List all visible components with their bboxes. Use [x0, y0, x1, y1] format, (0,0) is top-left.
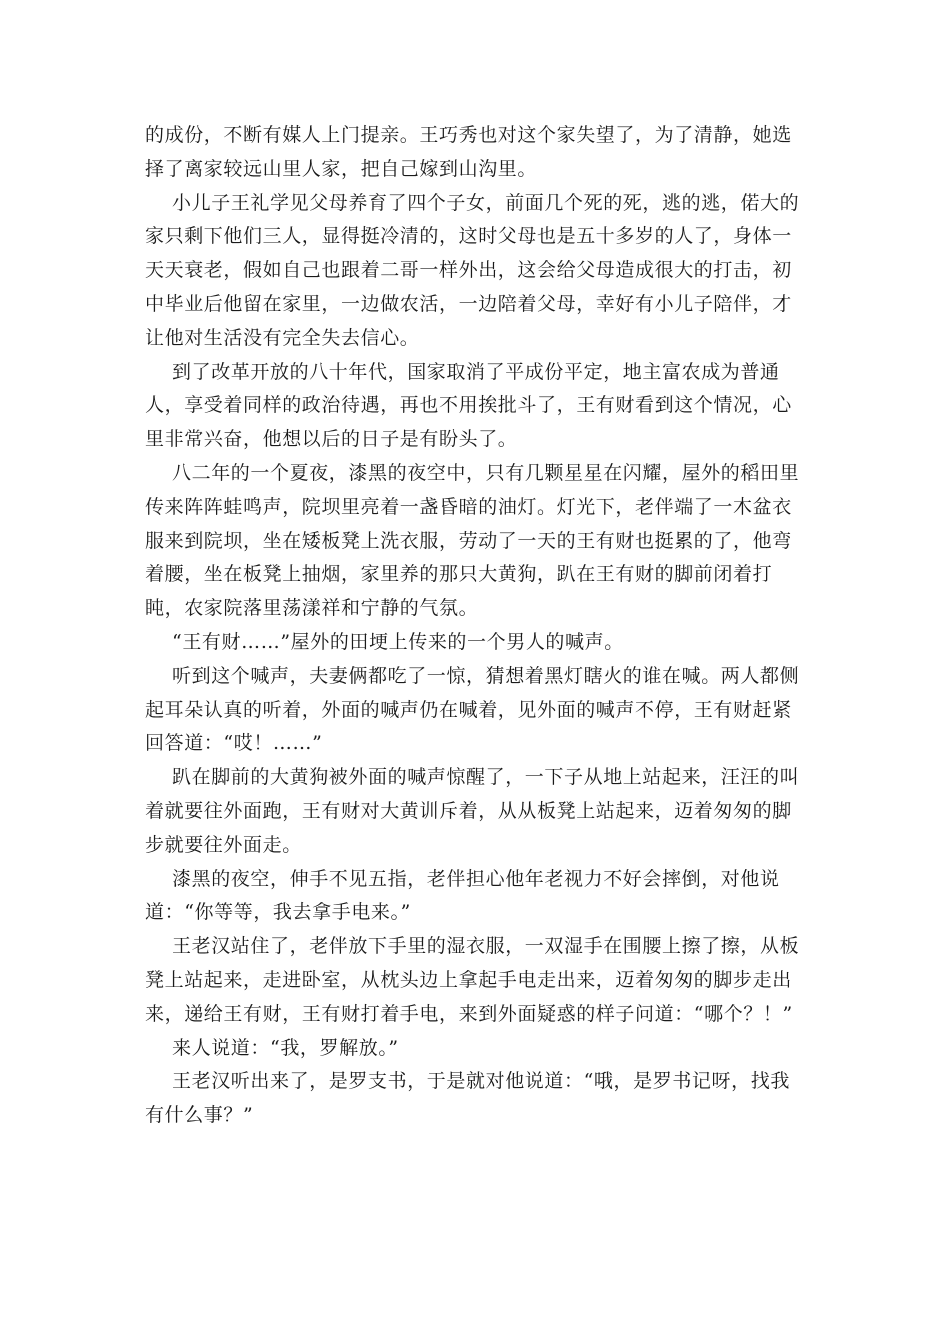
paragraph-1: 的成份，不断有媒人上门提亲。王巧秀也对这个家失望了，为了清静，她选择了离家较远山里人家，把自己嫁到山沟里。	[145, 124, 792, 180]
paragraph-4: 八二年的一个夏夜，漆黑的夜空中，只有几颗星星在闪耀，屋外的稻田里传来阵阵蛙鸣声，院坝里亮着一盏昏暗的油灯。灯光下，老伴端了一木盆衣服来到院坝，坐在矮板凳上洗衣服，劳动了一天的王有财也挺累的了，他弯着腰，坐在板凳上抽烟，家里养的那只大黄狗，趴在王有财的脚前闭着打盹，农家院落里荡漾祥和宁静的气氛。	[145, 461, 800, 620]
paragraph-7: 趴在脚前的大黄狗被外面的喊声惊醒了，一下子从地上站起来，汪汪的叫着就要往外面跑，王有财对大黄训斥着，从从板凳上站起来，迈着匆匆的脚步就要往外面走。	[145, 766, 800, 856]
paragraph-9: 王老汉站住了，老伴放下手里的湿衣服，一双湿手在围腰上擦了擦，从板凳上站起来，走进卧室，从枕头边上拿起手电走出来，迈着匆匆的脚步走出来，递给王有财，王有财打着手电，来到外面疑惑的样子问道：“哪个？！”	[145, 935, 800, 1025]
paragraph-2: 小儿子王礼学见父母养育了四个子女，前面几个死的死，逃的逃，偌大的家只剩下他们三人，显得挺冷清的，这时父母也是五十多岁的人了，身体一天天衰老，假如自己也跟着二哥一样外出，这会给父母造成很大的打击，初中毕业后他留在家里，一边做农活，一边陪着父母，幸好有小儿子陪伴，才让他对生活没有完全失去信心。	[145, 191, 800, 349]
body-text	[145, 119, 805, 1133]
paragraph-6: 听到这个喊声，夫妻俩都吃了一惊，猜想着黑灯瞎火的谁在喊。两人都侧起耳朵认真的听着，外面的喊声仍在喊着，见外面的喊声不停，王有财赶紧回答道：“哎！……”	[145, 664, 800, 755]
paragraph-5: “王有财……”屋外的田埂上传来的一个男人的喊声。	[172, 630, 624, 653]
paragraph-8: 漆黑的夜空，伸手不见五指，老伴担心他年老视力不好会摔倒，对他说道：“你等等，我去拿手电来。”	[145, 867, 780, 924]
paragraph-11: 王老汉听出来了，是罗支书，于是就对他说道：“哦，是罗书记呀，找我有什么事？”	[145, 1070, 790, 1127]
paragraph-10: 来人说道：“我，罗解放。”	[172, 1036, 399, 1059]
paragraph-3: 到了改革开放的八十年代，国家取消了平成份平定，地主富农成为普通人，享受着同样的政治待遇，再也不用挨批斗了，王有财看到这个情况，心里非常兴奋，他想以后的日子是有盼头了。	[145, 360, 792, 451]
